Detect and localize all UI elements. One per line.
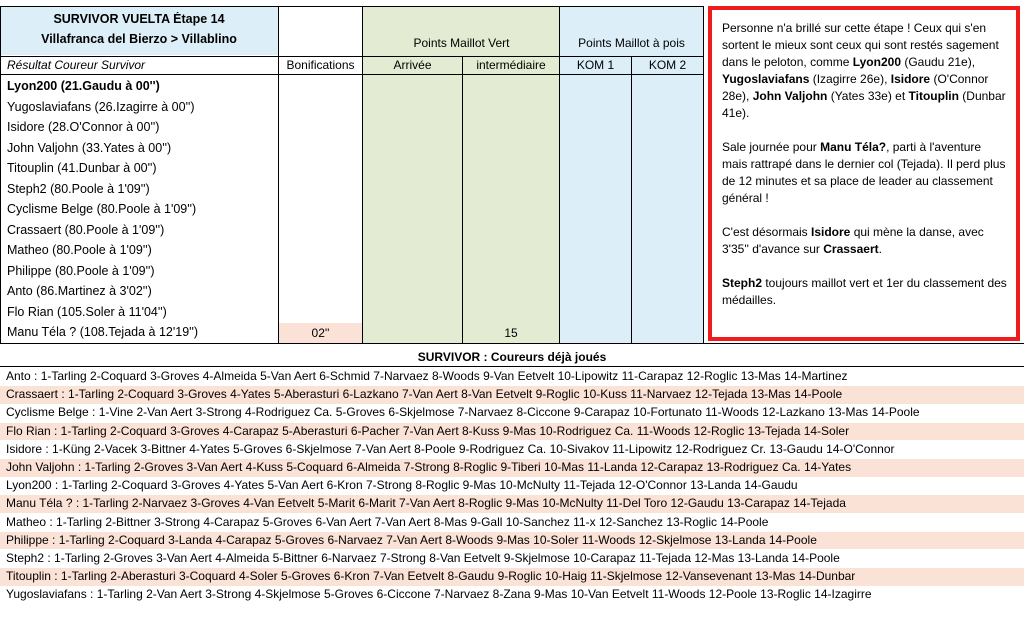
result-row: Matheo (80.Poole à 1'09'') [7,243,152,257]
polka-points-header: Points Maillot à pois [578,36,685,50]
stage-title: SURVIVOR VUELTA Étape 14 [53,12,225,26]
played-row: John Valjohn : 1-Tarling 2-Groves 3-Van Aert 4-Kuss 5-Coquard 6-Almeida 7-Strong 8-Roglic 9-Tiberi 10-Mas 11-Landa 12-Carapaz 13-Rodriguez Ca. 14-Yates [0,459,1024,477]
played-row: Flo Rian : 1-Tarling 2-Coquard 3-Groves 4-Carapaz 5-Aberasturi 6-Pacher 7-Van Aert 8-Kuss 9-Mas 10-Rodriguez Ca. 11-Woods 12-Roglic 13-Tejada 14-Soler [0,423,1024,441]
header-kom1: KOM 1 [576,58,615,72]
result-row: Manu Téla ? (108.Tejada à 12'19'') [7,325,199,339]
grid-col-inter-line [462,56,463,343]
header-arrivee: Arrivée [393,58,432,72]
green-points-header: Points Maillot Vert [413,36,510,50]
result-row: Lyon200 (21.Gaudu à 00'') [7,79,160,93]
last-row-bonification: 02'' [311,326,330,340]
played-row: Manu Téla ? : 1-Tarling 2-Narvaez 3-Groves 4-Van Eetvelt 5-Marit 6-Marit 7-Van Aert 8-Roglic 9-Mas 10-McNulty 11-Del Toro 12-Gaudu 13-Carapaz 14-Tejada [0,495,1024,513]
result-row: Steph2 (80.Poole à 1'09'') [7,181,150,196]
grid-right-line [703,6,704,343]
played-row: Philippe : 1-Tarling 2-Coquard 3-Landa 4-Carapaz 5-Groves 6-Narvaez 7-Van Aert 8-Woods 9-Mas 10-Soler 11-Woods 12-Skjelmose 13-Landa 14-Poole [0,532,1024,550]
played-row: Anto : 1-Tarling 2-Coquard 3-Groves 4-Almeida 5-Van Aert 6-Schmid 7-Narvaez 8-Woods 9-Van Eetvelt 10-Lipowitz 11-Carapaz 12-Roglic 13-Mas 14-Martinez [6,369,848,383]
result-row: Flo Rian (105.Soler à 11'04'') [7,304,167,319]
played-row: Titouplin : 1-Tarling 2-Aberasturi 3-Coquard 4-Soler 5-Groves 6-Kron 7-Van Eetvelt 8-Gaudu 9-Roglic 10-Haig 11-Skjelmose 12-Vansevenant 13-Mas 14-Dunbar [0,568,1024,586]
stage-commentary [708,6,1020,341]
last-row-intermediaire: 15 [504,326,518,340]
played-row: Crassaert : 1-Tarling 2-Coquard 3-Groves 4-Yates 5-Aberasturi 6-Lazkano 7-Van Aert 8-Van Eetvelt 9-Roglic 10-Kuss 11-Narvaez 12-Tejada 13-Mas 14-Poole [0,386,1024,404]
result-row: Isidore (28.O'Connor à 00'') [7,120,160,134]
header-bonifications: Bonifications [286,58,355,72]
played-title-underline [0,366,1024,367]
grid-top-line [0,6,704,7]
result-row: Titouplin (41.Dunbar à 00'') [7,161,157,175]
grid-bottom-line [0,343,1024,344]
stage-route: Villafranca del Bierzo > Villablino [41,32,237,46]
result-row: Crassaert (80.Poole à 1'09'') [7,222,165,237]
header-result: Résultat Coureur Survivor [7,58,146,72]
played-row: Steph2 : 1-Tarling 2-Groves 3-Van Aert 4-Almeida 5-Bittner 6-Narvaez 7-Strong 8-Van Eetvelt 9-Skjelmose 10-Carapaz 11-Tejada 12-Mas 13-Landa 14-Poole [6,551,840,565]
grid-col-kom2-line [631,56,632,343]
played-section-title: SURVIVOR : Coureurs déjà joués [417,350,607,364]
grid-header-bottom-line [0,74,704,75]
played-row: Cyclisme Belge : 1-Vine 2-Van Aert 3-Strong 4-Rodriguez Ca. 5-Groves 6-Skjelmose 7-Narvaez 8-Ciccone 9-Carapaz 10-Fortunato 11-Woods 12-Lazkano 13-Mas 14-Poole [6,405,920,420]
played-row: Isidore : 1-Küng 2-Vacek 3-Bittner 4-Yates 5-Groves 6-Skjelmose 7-Van Aert 8-Poole 9-Rodriguez Ca. 10-Sivakov 11-Lipowitz 12-Rodriguez Cr. 13-Gaudu 14-O'Connor [6,441,895,456]
played-row: Yugoslaviafans : 1-Tarling 2-Van Aert 3-Strong 4-Skjelmose 5-Groves 6-Ciccone 7-Narvaez 8-Zana 9-Mas 10-Van Eetvelt 11-Woods 12-Poole 13-Roglic 14-Izagirre [6,587,872,602]
commentary-paragraph-1: Personne n'a brillé sur cette étape ! Ceux qui s'en sortent le mieux sont ceux qui sont restés sagement dans le peloton, comme Lyon200 (Gaudu 21e), Yugoslaviafans (Izagirre 26e), Isidore (O'Connor 28e), John Valjohn (Yates 33e) et Titouplin (Dunbar 41e). [722,21,1006,120]
played-row: Matheo : 1-Tarling 2-Bittner 3-Strong 4-Carapaz 5-Groves 6-Van Aert 7-Van Aert 8-Mas 9-Gall 10-Sanchez 11-x 12-Sanchez 13-Roglic 14-Poole [6,514,769,529]
header-kom2: KOM 2 [648,58,687,72]
result-row: Cyclisme Belge (80.Poole à 1'09'') [7,202,197,216]
result-row: Philippe (80.Poole à 1'09'') [7,263,155,278]
grid-left-line [0,6,1,343]
result-row: Yugoslaviafans (26.Izagirre à 00'') [7,99,195,114]
result-row: Anto (86.Martinez à 3'02'') [7,284,152,298]
commentary-paragraph-2: Sale journée pour Manu Téla?, parti à l'aventure mais rattrapé dans le dernier col (Tejada). Il perd plus de 12 minutes et sa place de leader au classement général ! [722,140,1006,205]
header-intermediaire: intermédiaire [476,58,546,72]
result-row: John Valjohn (33.Yates à 00'') [7,140,172,155]
played-row: Lyon200 : 1-Tarling 2-Coquard 3-Groves 4-Yates 5-Van Aert 6-Kron 7-Strong 8-Roglic 9-Mas 10-McNulty 11-Tejada 12-O'Connor 13-Landa 14-Gaudu [6,478,798,493]
commentary-paragraph-4: Steph2 toujours maillot vert et 1er du classement des médailles. [722,276,1007,307]
commentary-paragraph-3: C'est désormais Isidore qui mène la danse, avec 3'35'' d'avance sur Crassaert. [722,225,984,256]
